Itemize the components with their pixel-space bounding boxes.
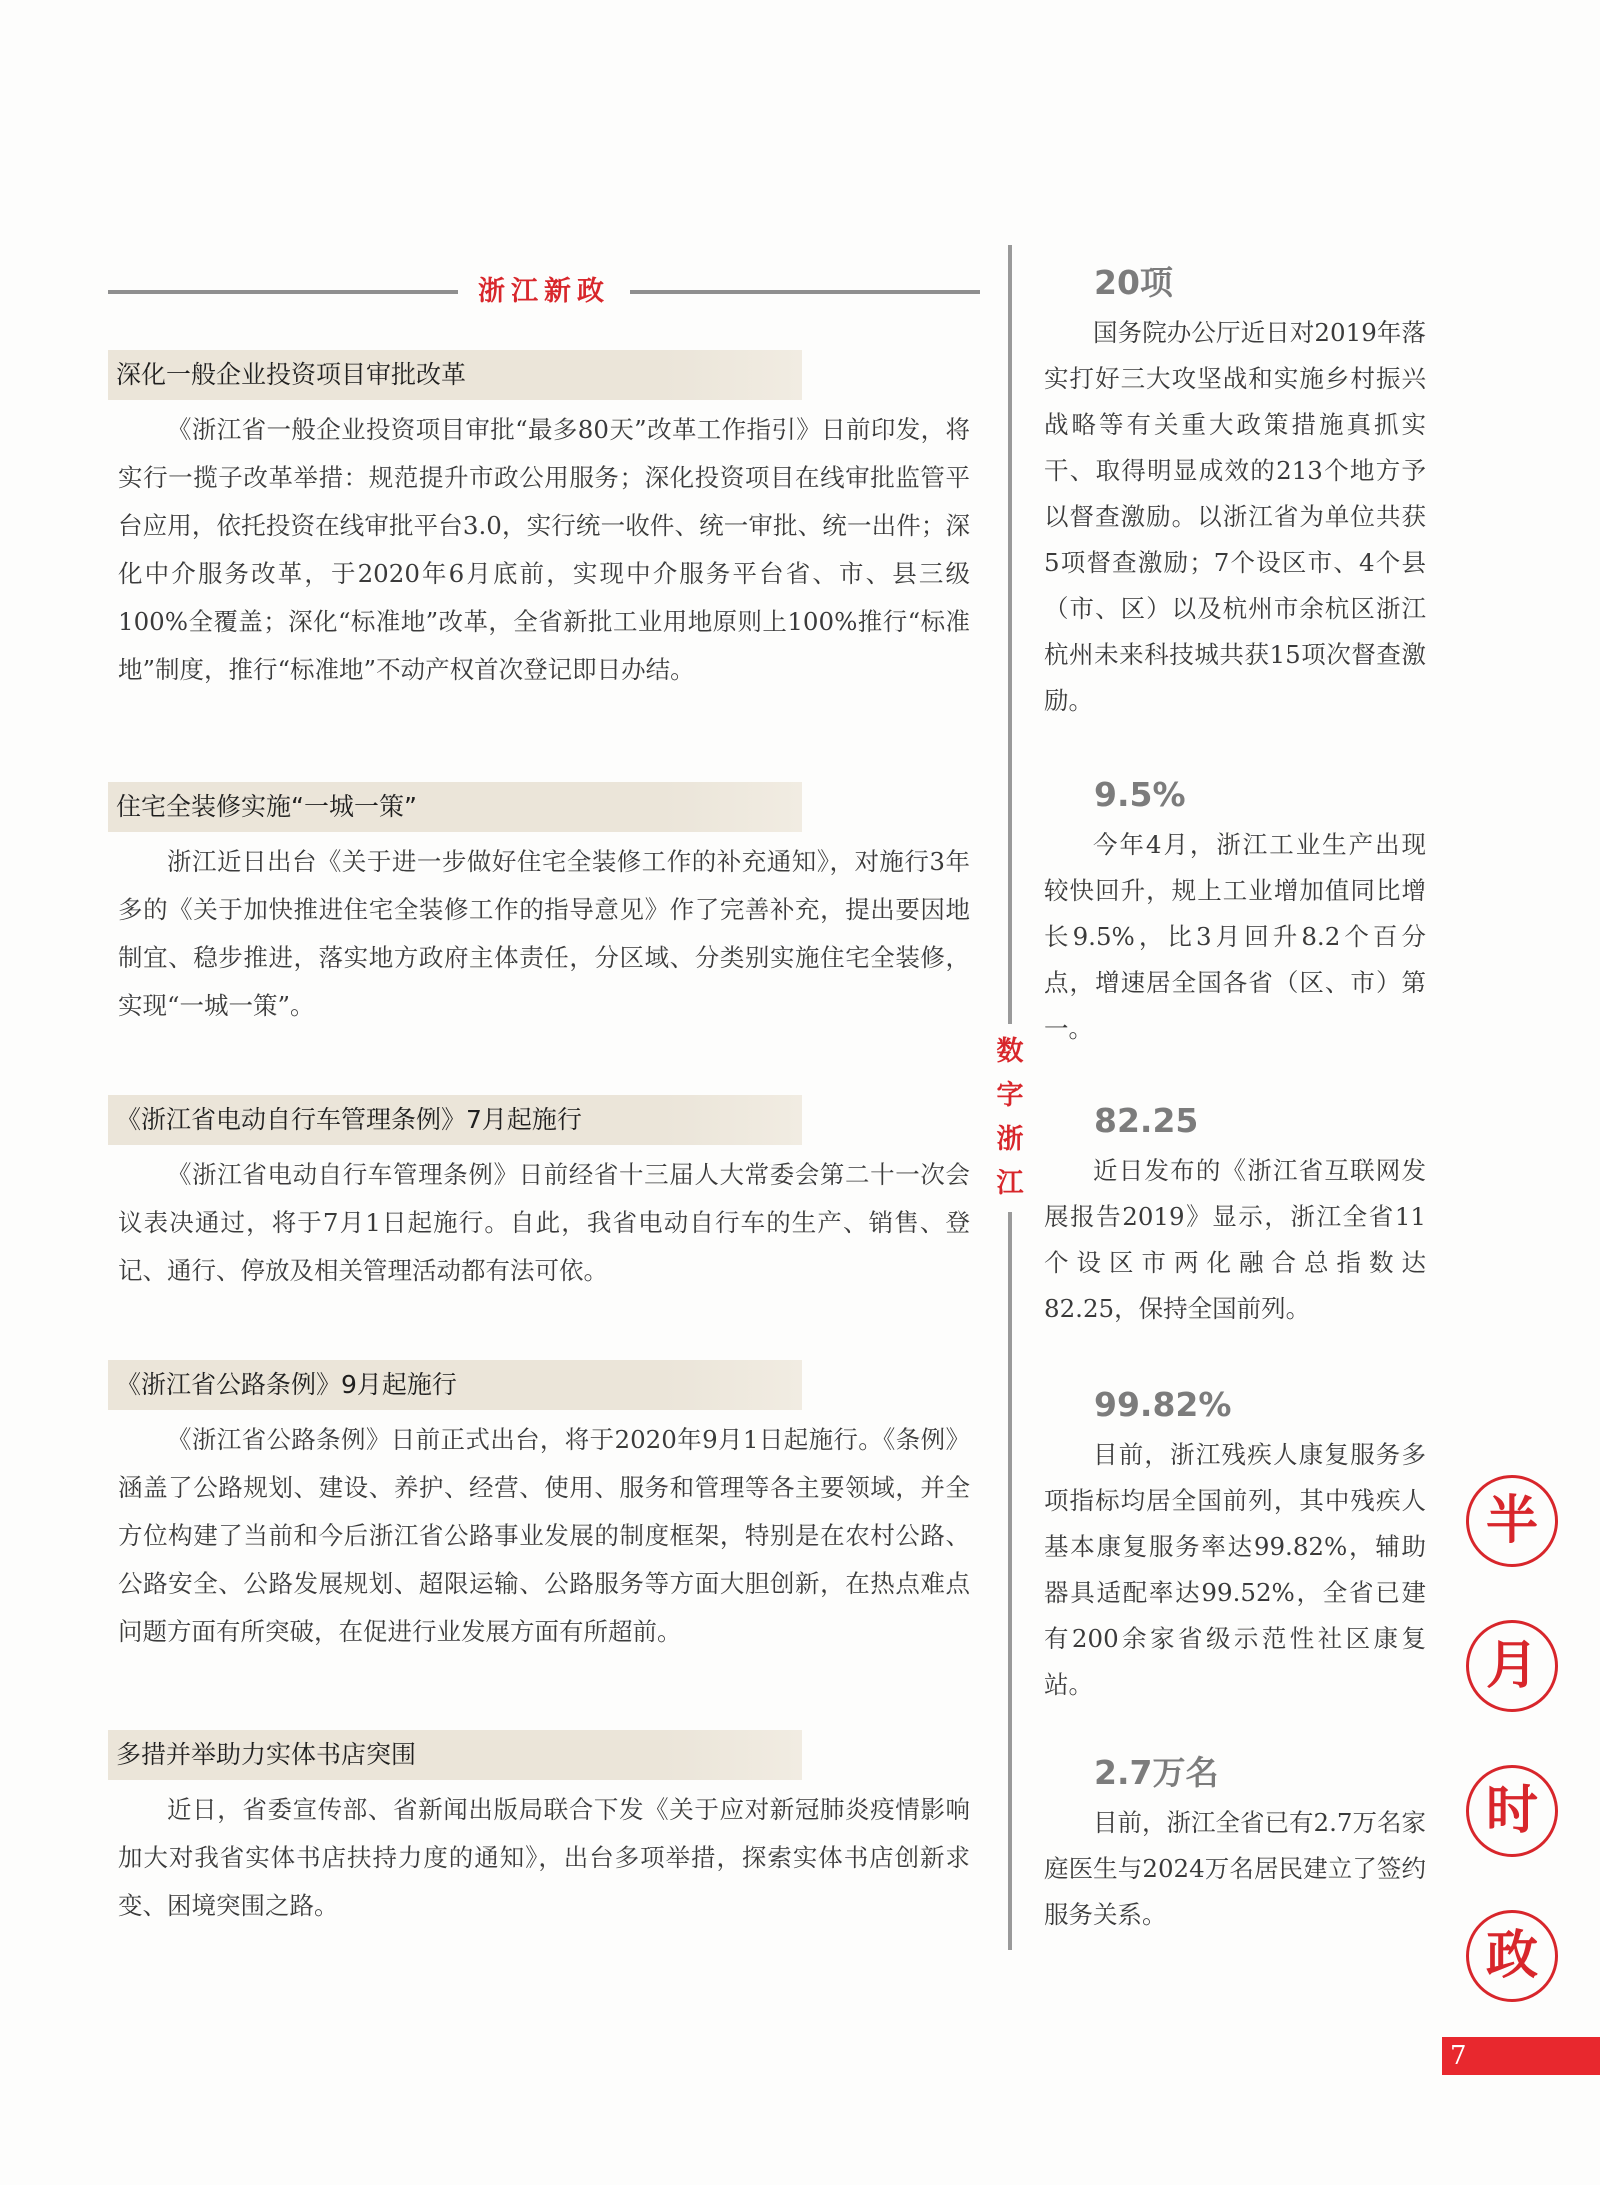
stat-item [1044,1098,1426,1332]
news-item [108,1730,980,1930]
stat-figure: 99.82% [1094,1385,1232,1424]
stat-description: 目前，浙江全省已有2.7万名家庭医生与2024万名居民建立了签约服务关系。 [1044,1808,1426,1929]
header-rule-right [630,290,980,294]
stat-figure: 20项 [1094,263,1173,302]
news-item [108,782,980,1030]
news-body: 近日，省委宣传部、省新闻出版局联合下发《关于应对新冠肺炎疫情影响 加大对我省实体书店扶持力度的通知》，出台多项举措，探索实体书店创新求变、困境突围之路。 [118,1795,970,1920]
stat-item [1044,1382,1426,1708]
news-body: 《浙江省公路条例》日前正式出台，将于2020年9月1日起施行。《条例》涵盖了公路规划、建设、养护、经营、使用、服务和管理等各主要领域，并全方位构建了当前和今后浙江省公路事业发展的制度框架，特别是在农村公路、公路安全、公路发展规划、超限运输、公路服务等方面大胆创新，在热点难点问题方面有所突破，在促进行业发展方面有所超前。 [118,1425,970,1646]
news-item [108,350,980,694]
stat-description: 国务院办公厅近日对2019年落实打好三大攻坚战和实施乡村振兴战略等有关重大政策措施真抓实干、取得明显成效的213个地方予以督查激励。以浙江省为单位共获5项督查激励；7个设区市、4个县（市、区）以及杭州市余杭区浙江杭州未来科技城共获15项次督查激励。 [1044,318,1426,715]
stat-description: 目前，浙江残疾人康复服务多项指标均居全国前列，其中残疾人基本康复服务率达99.82%，辅助器具适配率达99.52%，全省已建有200余家省级示范性社区康复站。 [1044,1440,1426,1699]
column-seal-char: 政 [1466,1910,1558,2002]
news-item [108,1360,980,1656]
vertical-column-label [990,1024,1030,1212]
stat-description: 近日发布的《浙江省互联网发展报告2019》显示，浙江全省11个设区市两化融合总指数达82.25，保持全国前列。 [1044,1156,1426,1323]
vertical-label-char: 数 [996,1036,1024,1067]
page-number-bar [1442,2037,1600,2075]
news-body: 《浙江省电动自行车管理条例》日前经省十三届人大常委会第二十一次会议表决通过，将于7月1日起施行。自此，我省电动自行车的生产、销售、登记、通行、停放及相关管理活动都有法可依。 [118,1160,970,1285]
section-title: 浙江新政 [478,276,610,307]
stat-item [1044,260,1426,724]
stat-figure: 9.5% [1094,775,1186,814]
header-rule-left [108,290,458,294]
vertical-label-char: 江 [996,1168,1024,1199]
column-seal-char: 时 [1466,1765,1558,1857]
stat-figure: 82.25 [1094,1101,1199,1140]
column-seal-char: 月 [1466,1620,1558,1712]
vertical-label-char: 浙 [996,1124,1024,1155]
stat-item [1044,772,1426,1052]
news-body: 《浙江省一般企业投资项目审批“最多80天”改革工作指引》日前印发，将实行一揽子改革举措：规范提升市政公用服务；深化投资项目在线审批监管平台应用，依托投资在线审批平台3.0，实行统一收件、统一审批、统一出件；深化中介服务改革，于2020年6月底前，实现中介服务平台省、市、县三级100%全覆盖；深化“标准地”改革，全省新批工业用地原则上100%推行“标准地”制度，推行“标准地”不动产权首次登记即日办结。 [118,415,970,684]
news-heading: 《浙江省电动自行车管理条例》7月起施行 [108,1095,802,1145]
section-header [108,272,980,312]
news-item [108,1095,980,1295]
stat-description: 今年4月，浙江工业生产出现较快回升，规上工业增加值同比增长9.5%，比3月回升8.2个百分点，增速居全国各省（区、市）第一。 [1044,830,1426,1043]
news-heading: 多措并举助力实体书店突围 [108,1730,802,1780]
news-heading: 住宅全装修实施“一城一策” [108,782,802,832]
news-body: 浙江近日出台《关于进一步做好住宅全装修工作的补充通知》，对施行3年多的《关于加快推进住宅全装修工作的指导意见》作了完善补充，提出要因地制宜、稳步推进，落实地方政府主体责任，分区域、分类别实施住宅全装修，实现“一城一策”。 [118,847,970,1020]
stat-figure: 2.7万名 [1094,1753,1219,1792]
vertical-label-char: 字 [996,1080,1024,1111]
stat-item [1044,1750,1426,1938]
page-number: 7 [1450,2041,1467,2071]
news-heading: 深化一般企业投资项目审批改革 [108,350,802,400]
news-heading: 《浙江省公路条例》9月起施行 [108,1360,802,1410]
column-seal-char: 半 [1466,1475,1558,1567]
